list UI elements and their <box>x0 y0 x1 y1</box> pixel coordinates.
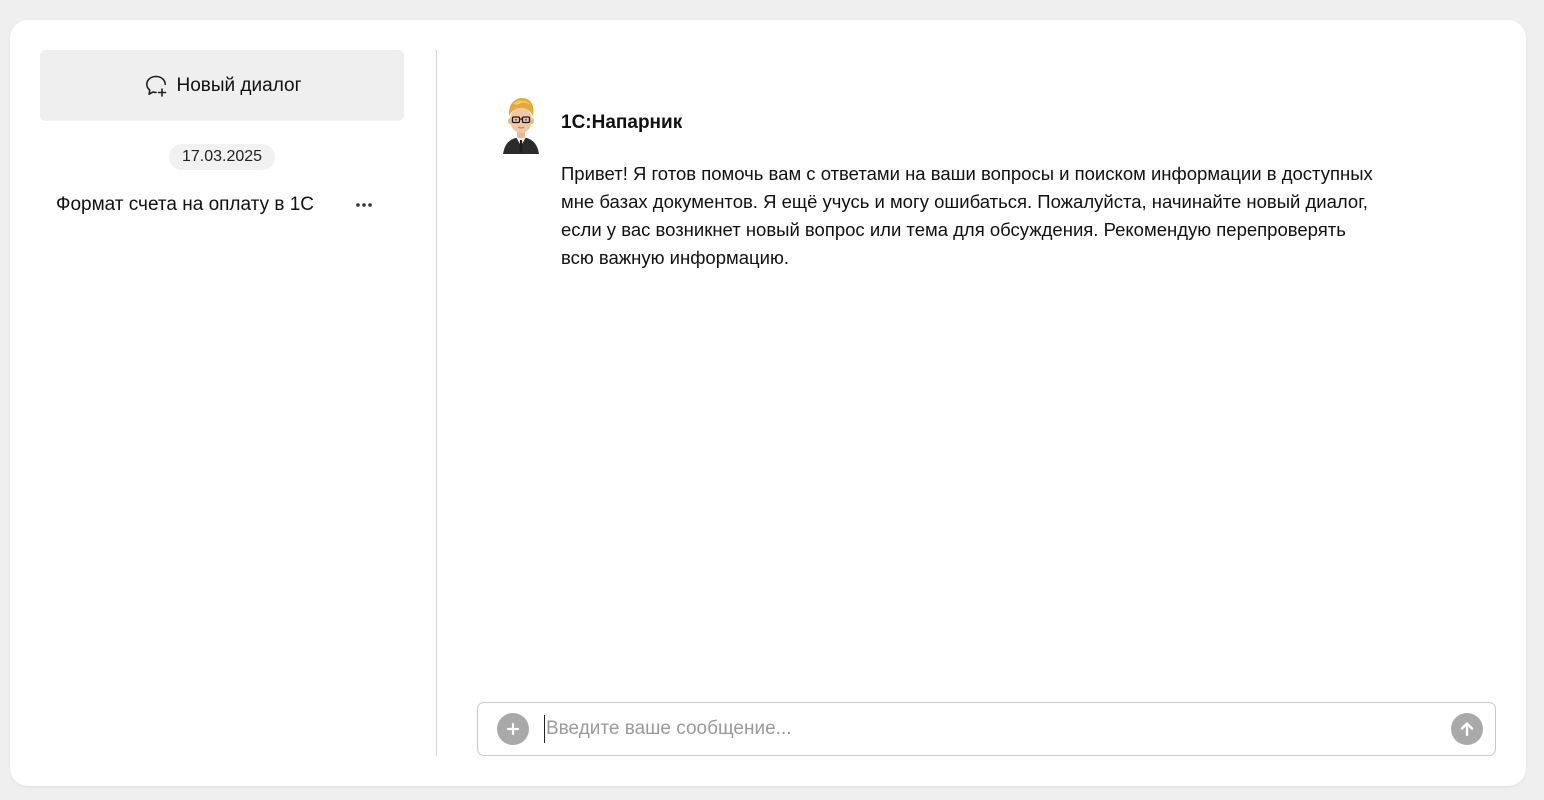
date-group <box>40 144 404 170</box>
arrow-up-icon <box>1458 720 1476 738</box>
avatar <box>499 94 543 154</box>
history-item-title: Формат счета на оплату в 1С <box>56 194 315 215</box>
plus-icon <box>506 722 520 736</box>
message-input[interactable] <box>544 715 1436 743</box>
message-sender: 1С:Напарник <box>561 112 683 133</box>
send-button[interactable] <box>1451 713 1483 745</box>
new-dialog-label: Новый диалог <box>176 74 302 96</box>
message-composer <box>477 702 1496 756</box>
history-item[interactable] <box>40 184 404 226</box>
more-horizontal-icon <box>355 202 373 208</box>
message-text: Привет! Я готов помочь вам с ответами на ваши вопросы и поиском информации в доступных мне базах документов. Я ещё учусь и могу ошибаться. Пожалуйста, начинайте новый диалог, если у вас возникнет новый вопрос или тема для обсуждения. Рекомендую перепроверять всю важную информацию. <box>561 163 1373 268</box>
new-dialog-button[interactable] <box>40 50 404 121</box>
app-window <box>10 20 1526 786</box>
sidebar <box>40 50 404 756</box>
sidebar-divider <box>436 50 437 756</box>
more-options-button[interactable] <box>354 195 374 215</box>
date-badge: 17.03.2025 <box>169 144 275 170</box>
attach-button[interactable] <box>497 713 529 745</box>
chat-panel <box>447 20 1526 786</box>
chat-plus-icon <box>143 73 177 99</box>
